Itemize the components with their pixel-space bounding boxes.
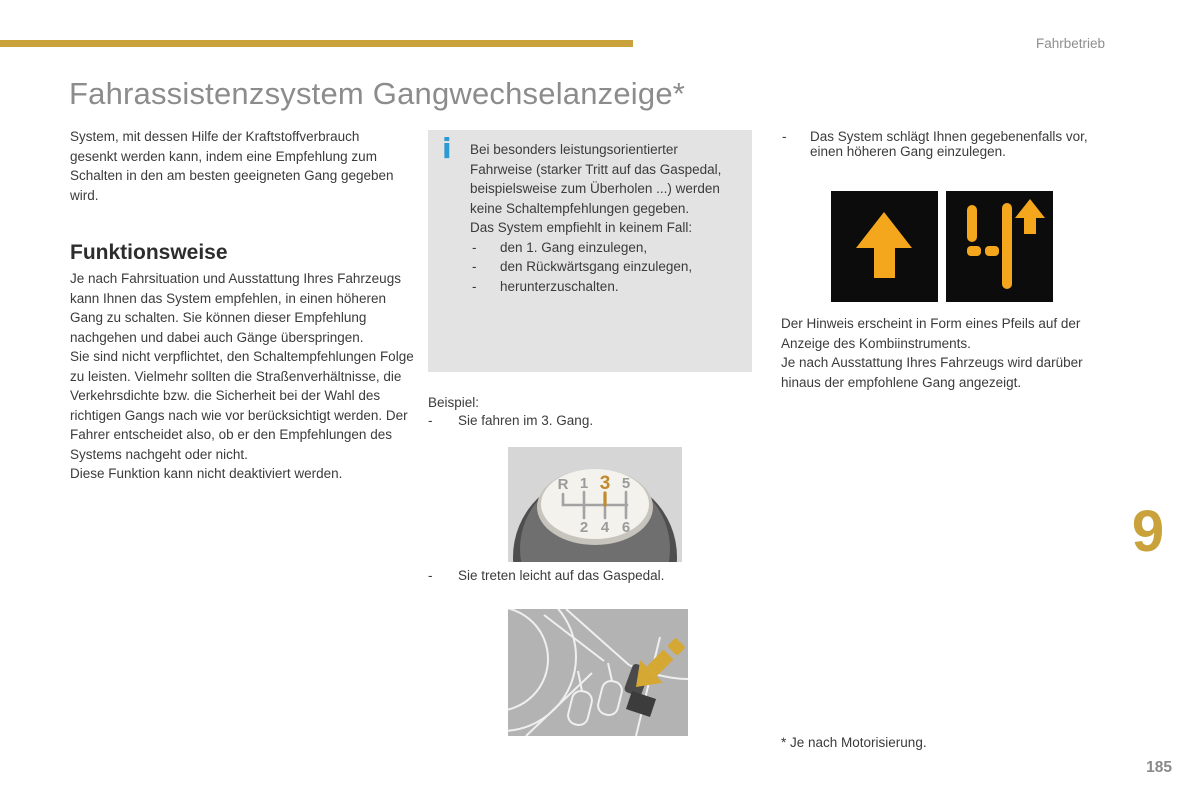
step-text: Sie fahren im 3. Gang. bbox=[458, 413, 594, 428]
bullet-marker: - bbox=[428, 413, 433, 428]
page-number: 185 bbox=[1146, 759, 1172, 776]
chapter-accent-bar bbox=[0, 40, 633, 47]
info-box bbox=[428, 130, 752, 372]
gear-label: 4 bbox=[600, 519, 610, 536]
gear-knob-illustration bbox=[508, 447, 682, 562]
page-title: Fahrassistenzsystem Gangwechselanzeige* bbox=[69, 76, 686, 111]
info-box-text bbox=[470, 140, 738, 296]
body-paragraph: Sie sind nicht verpflichtet, den Schaltempfehlungen Folge zu leisten. Vielmehr sollten die Straßenverhältnisse, die Verkehrsdichte bzw. die Sicherheit bei der Wahl des richtigen Gangs nach wie vor berücksichtigt werden. Der Fahrer entscheidet also, ob er den Empfehlungen des Systems nachgeht oder nicht. bbox=[70, 349, 414, 462]
shift-up-arrow-icon bbox=[831, 191, 938, 302]
bullet-text: den Rückwärtsgang einzulegen, bbox=[500, 259, 693, 274]
info-paragraph: Bei besonders leistungsorientierter Fahrweise (starker Tritt auf das Gaspedal, beispielsweise zum Überholen ...) werden keine Schaltempfehlungen gegeben. bbox=[470, 142, 722, 216]
body-paragraph: Je nach Ausstattung Ihres Fahrzeugs wird darüber hinaus der empfohlene Gang angezeigt. bbox=[781, 355, 1083, 390]
display-panel-gear bbox=[946, 191, 1053, 302]
seven-segment-gear-digit bbox=[946, 191, 1053, 302]
gear-label: 2 bbox=[579, 519, 589, 536]
bullet-marker: - bbox=[472, 278, 477, 294]
example-label: Beispiel: bbox=[428, 395, 480, 410]
current-gear-label: 3 bbox=[599, 473, 611, 494]
running-header: Fahrbetrieb bbox=[1035, 36, 1105, 51]
example-step bbox=[428, 568, 748, 583]
step-text: Sie treten leicht auf das Gaspedal. bbox=[458, 568, 665, 583]
section-heading: Funktionsweise bbox=[70, 241, 228, 264]
bullet-marker: - bbox=[428, 568, 433, 583]
gear-label: R bbox=[557, 476, 569, 493]
footnote: * Je nach Motorisierung. bbox=[781, 735, 927, 750]
info-bullet bbox=[470, 257, 738, 277]
gear-label: 1 bbox=[579, 475, 589, 492]
body-paragraph: Diese Funktion kann nicht deaktiviert werden. bbox=[70, 466, 343, 481]
bullet-text: herunterzuschalten. bbox=[500, 278, 619, 294]
instrument-display-image bbox=[831, 191, 1053, 302]
bullet-marker: - bbox=[472, 239, 477, 255]
step-text: Das System schlägt Ihnen gegebenenfalls vor, einen höheren Gang einzulegen. bbox=[810, 129, 1088, 159]
bullet-marker: - bbox=[472, 259, 477, 274]
chapter-number: 9 bbox=[1131, 499, 1165, 564]
small-up-arrow-icon bbox=[1015, 199, 1045, 234]
section-body bbox=[70, 269, 420, 484]
info-paragraph: Das System empfiehlt in keinem Fall: bbox=[470, 220, 693, 235]
body-paragraph: Der Hinweis erscheint in Form eines Pfeils auf der Anzeige des Kombiinstruments. bbox=[781, 316, 1081, 351]
bullet-marker: - bbox=[782, 129, 787, 144]
gear-label: 5 bbox=[621, 475, 631, 492]
display-panel-arrow bbox=[831, 191, 938, 302]
info-bullet bbox=[470, 238, 738, 258]
info-bullet bbox=[470, 277, 738, 297]
example-step bbox=[428, 413, 748, 428]
system-suggestion-step bbox=[782, 129, 1090, 159]
display-description bbox=[781, 314, 1105, 392]
body-paragraph: Je nach Fahrsituation und Ausstattung Ihres Fahrzeugs kann Ihnen das System empfehlen, in einen höheren Gang zu schalten. Sie können dieser Empfehlung nachgehen und dabei auch Gänge überspringen. bbox=[70, 271, 401, 345]
accelerator-pedal-illustration bbox=[508, 609, 688, 736]
info-icon: i bbox=[442, 132, 452, 165]
bullet-text: den 1. Gang einzulegen, bbox=[500, 239, 648, 255]
intro-paragraph: System, mit dessen Hilfe der Kraftstoffverbrauch gesenkt werden kann, indem eine Empfehlung zum Schalten in den am besten geeigneten Gang gegeben wird. bbox=[70, 129, 394, 203]
gear-label: 6 bbox=[621, 519, 631, 536]
